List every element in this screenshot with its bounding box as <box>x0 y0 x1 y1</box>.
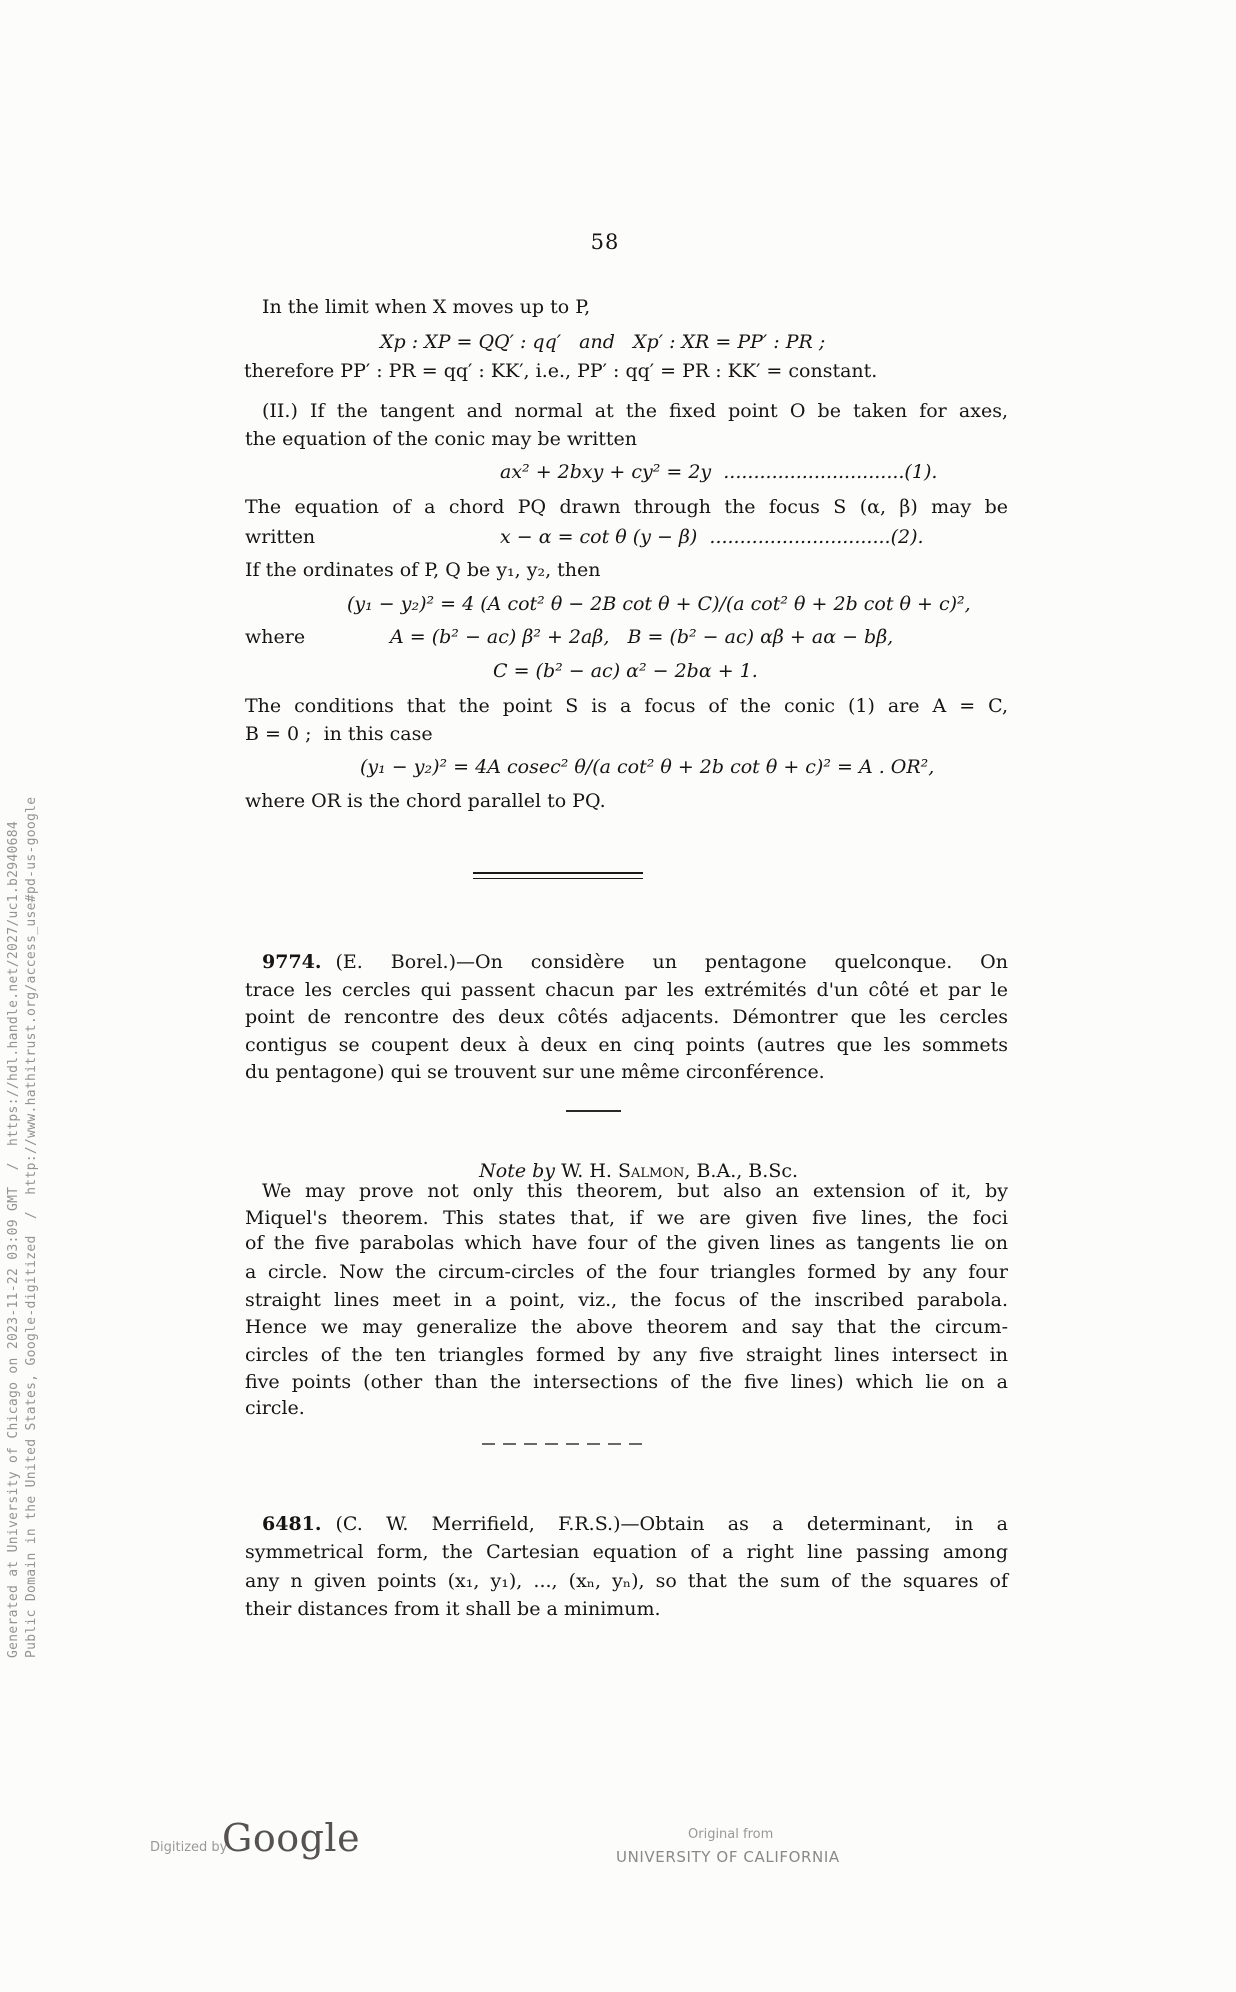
solution-line: (II.) If the tangent and normal at the fixed point O be taken for axes, <box>262 400 1008 422</box>
solution-line-label: where <box>245 626 306 648</box>
problem-6481-line: their distances from it shall be a minimum. <box>245 1598 661 1620</box>
note-by-label: Note by <box>479 1160 562 1182</box>
solution-equation: (y₁ − y₂)² = 4A cosec² θ/(a cot² θ + 2b cot θ + c)² = A . OR², <box>360 756 935 778</box>
page-number: 58 <box>590 230 620 254</box>
problem-text: (C. W. Merrifield, F.R.S.)—Obtain as a determinant, in a <box>335 1513 1008 1535</box>
solution-equation: (y₁ − y₂)² = 4 (A cot² θ − 2B cot θ + C)/(a cot² θ + 2b cot θ + c)², <box>347 593 971 615</box>
google-watermark-logo: Google <box>222 1816 361 1860</box>
section-divider-double-rule <box>473 872 643 879</box>
solution-line-label: written <box>245 526 316 548</box>
problem-9774-line: contigus se coupent deux à deux en cinq points (autres que les sommets <box>245 1034 1008 1056</box>
problem-number: 9774. <box>262 951 322 973</box>
note-line: five points (other than the intersections of the five lines) which lie on a <box>245 1371 1008 1393</box>
note-line: circles of the ten triangles formed by any five straight lines intersect in <box>245 1344 1008 1366</box>
note-author-name: W. H. Salmon <box>561 1160 685 1182</box>
solution-equation: Xp : XP = QQ′ : qq′ and Xp′ : XR = PP′ : PR ; <box>380 331 826 353</box>
note-divider-rule <box>566 1110 621 1112</box>
original-from-label: Original from <box>688 1827 774 1842</box>
problem-6481-line: any n given points (x₁, y₁), ..., (xₙ, yₙ), so that the sum of the squares of <box>245 1570 1008 1592</box>
solution-line: the equation of the conic may be written <box>245 428 638 450</box>
note-line: Miquel's theorem. This states that, if we are given five lines, the foci <box>245 1207 1008 1229</box>
solution-line: The equation of a chord PQ drawn through the focus S (α, β) may be <box>245 496 1008 518</box>
margin-provenance-line-2: Public Domain in the United States, Google-digitized / http://www.hathitrust.org/access_use#pd-us-google <box>24 796 39 1658</box>
problem-9774-line: point de rencontre des deux côtés adjacents. Démontrer que les cercles <box>245 1006 1008 1028</box>
solution-line: B = 0 ; in this case <box>245 723 433 745</box>
solution-line: where OR is the chord parallel to PQ. <box>245 790 606 812</box>
solution-equation: C = (b² − ac) α² − 2bα + 1. <box>493 660 758 682</box>
solution-line: In the limit when X moves up to P, <box>262 296 591 318</box>
problem-9774-line: trace les cercles qui passent chacun par les extrémités d'un côté et par le <box>245 979 1008 1001</box>
note-line: circle. <box>245 1397 305 1419</box>
section-divider-dashed-rule <box>482 1443 647 1445</box>
problem-9774-first-line <box>262 949 1008 976</box>
problem-9774-line: du pentagone) qui se trouvent sur une même circonférence. <box>245 1061 825 1083</box>
solution-equation: A = (b² − ac) β² + 2aβ, B = (b² − ac) αβ + aα − bβ, <box>390 626 894 648</box>
solution-equation-2: x − α = cot θ (y − β) ..............................(2). <box>500 526 924 548</box>
note-line: of the five parabolas which have four of the given lines as tangents lie on <box>245 1232 1008 1254</box>
problem-6481-first-line <box>262 1511 1008 1538</box>
margin-provenance-line-1: Generated at University of Chicago on 2023-11-22 03:09 GMT / https://hdl.handle.net/2027/uc1.b2940684 <box>6 820 21 1658</box>
problem-text: (E. Borel.)—On considère un pentagone quelconque. On <box>335 951 1008 973</box>
solution-equation-1: ax² + 2bxy + cy² = 2y ..............................(1). <box>500 461 938 483</box>
problem-6481-line: symmetrical form, the Cartesian equation of a right line passing among <box>245 1541 1008 1563</box>
problem-number: 6481. <box>262 1513 322 1535</box>
note-line: a circle. Now the circum-circles of the four triangles formed by any four <box>245 1261 1008 1283</box>
solution-line: therefore PP′ : PR = qq′ : KK′, i.e., PP′ : qq′ = PR : KK′ = constant. <box>244 360 878 382</box>
solution-line: The conditions that the point S is a focus of the conic (1) are A = C, <box>245 695 1008 717</box>
institution-name: UNIVERSITY OF CALIFORNIA <box>616 1848 840 1866</box>
note-author-degrees: , B.A., B.Sc. <box>684 1160 799 1182</box>
note-line: Hence we may generalize the above theorem and say that the circum- <box>245 1316 1008 1338</box>
note-line: straight lines meet in a point, viz., the focus of the inscribed parabola. <box>245 1289 1008 1311</box>
note-line: We may prove not only this theorem, but also an extension of it, by <box>262 1180 1008 1202</box>
digitized-by-label: Digitized by <box>150 1840 228 1855</box>
solution-line: If the ordinates of P, Q be y₁, y₂, then <box>245 559 601 581</box>
